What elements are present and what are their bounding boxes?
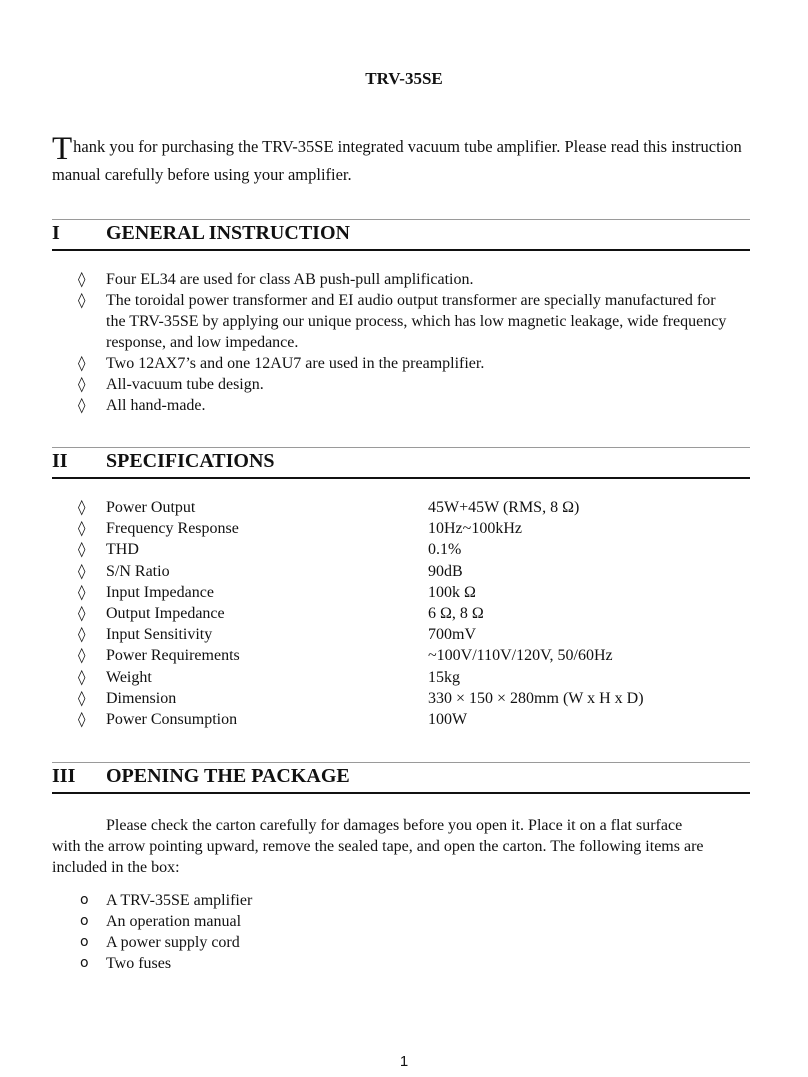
section-heading-specifications <box>52 450 750 479</box>
spec-label: Input Impedance <box>106 583 214 601</box>
diamond-bullet-icon: ◊ <box>78 709 86 728</box>
diamond-bullet-icon: ◊ <box>78 582 86 601</box>
specifications-list <box>78 497 738 730</box>
section-title: GENERAL INSTRUCTION <box>106 222 350 244</box>
spec-row <box>78 603 738 624</box>
diamond-bullet-icon: ◊ <box>78 646 86 665</box>
diamond-bullet-icon: ◊ <box>78 625 86 644</box>
diamond-bullet-icon: ◊ <box>78 291 86 309</box>
diamond-bullet-icon: ◊ <box>78 375 86 393</box>
spec-row <box>78 645 738 666</box>
section-heading-opening-package <box>52 765 750 794</box>
spec-label: Power Output <box>106 499 196 516</box>
spec-label: Weight <box>106 668 152 686</box>
circle-bullet-icon: o <box>80 955 89 971</box>
spec-label: Power Requirements <box>106 647 240 665</box>
section-number: I <box>52 222 60 244</box>
spec-value: ~100V/110V/120V, 50/60Hz <box>428 647 613 665</box>
section-divider <box>52 219 750 220</box>
diamond-bullet-icon: ◊ <box>78 396 86 414</box>
section-number: III <box>52 765 76 787</box>
list-item: ◊ The toroidal power transformer and EI audio output transformer are specially manufactured for the TRV-35SE by applying our unique process, which has low magnetic leakage, wide frequency response, and low impedance. <box>78 291 727 351</box>
spec-row <box>78 709 738 730</box>
section-heading-general <box>52 222 750 251</box>
intro-paragraph <box>52 133 742 189</box>
spec-value: 330 × 150 × 280mm (W x H x D) <box>428 689 644 707</box>
circle-bullet-icon: o <box>80 913 89 929</box>
spec-value: 6 Ω, 8 Ω <box>428 604 484 622</box>
page-title: TRV-35SE <box>365 69 443 88</box>
spec-value: 100k Ω <box>428 583 476 601</box>
spec-row <box>78 518 738 539</box>
spec-label: Dimension <box>106 689 177 707</box>
spec-label: Frequency Response <box>106 520 239 538</box>
spec-label: Input Sensitivity <box>106 626 213 644</box>
spec-row <box>78 624 738 645</box>
spec-label: Power Consumption <box>106 710 238 728</box>
spec-label: S/N Ratio <box>106 562 170 580</box>
list-item: o A power supply cord <box>80 934 240 951</box>
spec-row <box>78 688 738 709</box>
list-item: ◊ Two 12AX7’s and one 12AU7 are used in the preamplifier. <box>78 354 485 372</box>
package-paragraph: Please check the carton carefully for damages before you open it. Place it on a flat surface with the arrow pointing upward, remove the sealed tape, and open the carton. The following items are included in the box: <box>52 817 704 876</box>
diamond-bullet-icon: ◊ <box>78 540 86 559</box>
spec-value: 90dB <box>428 562 463 580</box>
spec-value: 45W+45W (RMS, 8 Ω) <box>428 499 580 516</box>
spec-value: 10Hz~100kHz <box>428 520 522 538</box>
spec-value: 15kg <box>428 668 460 686</box>
list-item: ◊ All-vacuum tube design. <box>78 375 264 393</box>
section-title: SPECIFICATIONS <box>106 450 275 472</box>
diamond-bullet-icon: ◊ <box>78 519 86 538</box>
diamond-bullet-icon: ◊ <box>78 498 86 516</box>
diamond-bullet-icon: ◊ <box>78 603 86 622</box>
spec-row <box>78 582 738 603</box>
list-item: o An operation manual <box>80 913 242 930</box>
spec-value: 700mV <box>428 626 476 644</box>
section-title: OPENING THE PACKAGE <box>106 765 350 787</box>
package-contents-list <box>78 890 252 974</box>
spec-value: 100W <box>428 710 468 728</box>
list-item: o Two fuses <box>80 955 172 972</box>
list-item: o A TRV-35SE amplifier <box>80 892 253 909</box>
spec-row <box>78 497 738 518</box>
circle-bullet-icon: o <box>80 892 89 908</box>
circle-bullet-icon: o <box>80 934 89 950</box>
spec-label: Output Impedance <box>106 604 225 622</box>
list-item: ◊ All hand-made. <box>78 396 206 414</box>
diamond-bullet-icon: ◊ <box>78 561 86 580</box>
list-item: ◊ Four EL34 are used for class AB push-pull amplification. <box>78 270 474 288</box>
spec-row <box>78 561 738 582</box>
page-number: 1 <box>399 1053 409 1070</box>
intro-dropcap: T <box>52 131 73 167</box>
diamond-bullet-icon: ◊ <box>78 354 86 372</box>
spec-label: THD <box>106 541 139 559</box>
diamond-bullet-icon: ◊ <box>78 270 86 288</box>
section-number: II <box>52 450 68 472</box>
section-divider <box>52 447 750 448</box>
spec-row <box>78 667 738 688</box>
diamond-bullet-icon: ◊ <box>78 667 86 686</box>
intro-text: hank you for purchasing the TRV-35SE integrated vacuum tube amplifier. Please read this instruction manual carefully before using your amplifier. <box>52 137 742 184</box>
spec-value: 0.1% <box>428 541 462 559</box>
section-divider <box>52 762 750 763</box>
diamond-bullet-icon: ◊ <box>78 688 86 707</box>
general-instruction-list <box>78 269 728 416</box>
spec-row <box>78 539 738 560</box>
